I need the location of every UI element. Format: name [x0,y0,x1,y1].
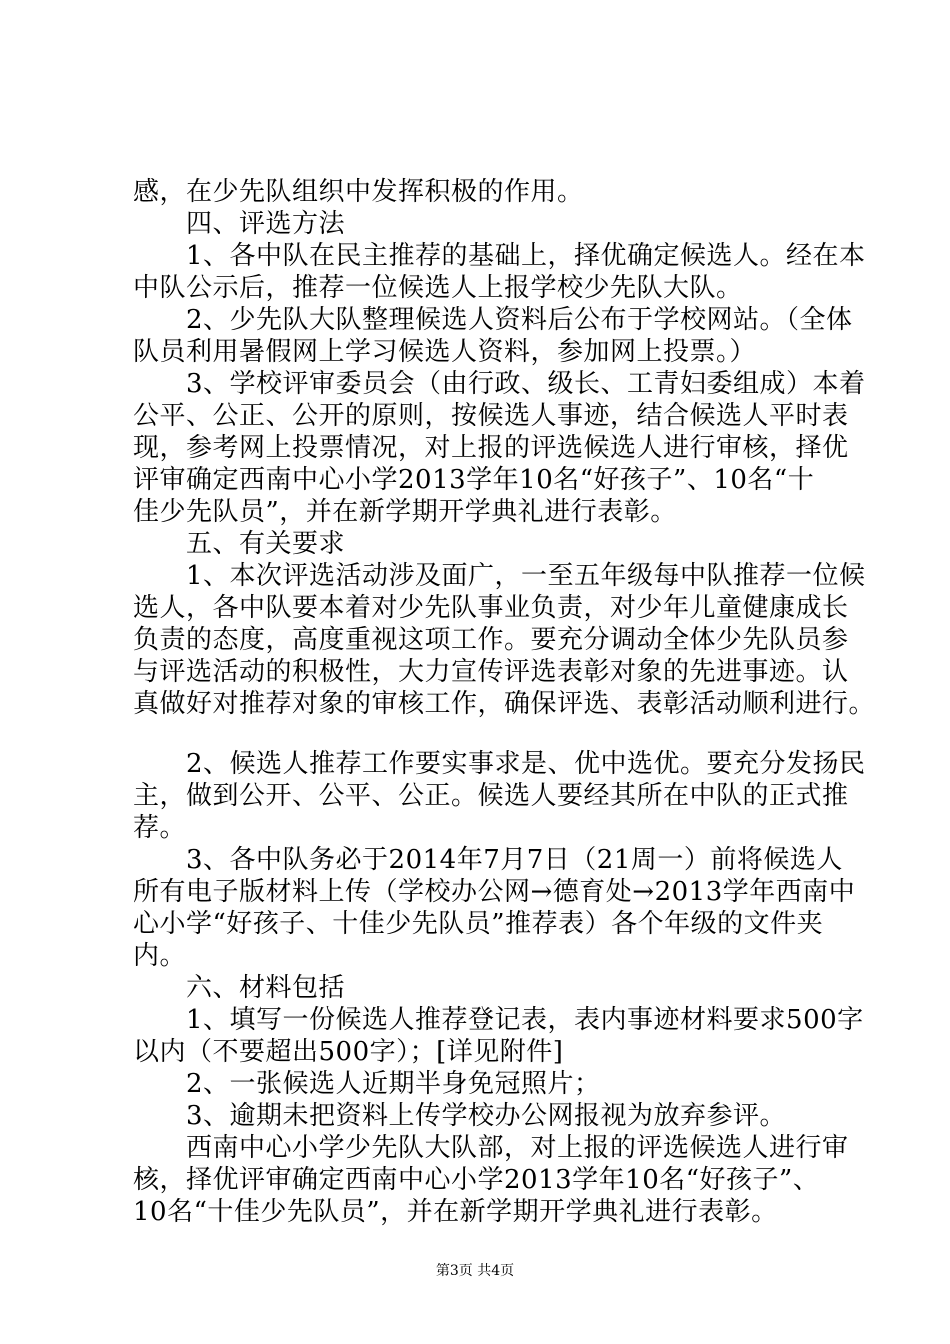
text-line: 内。 [133,941,187,971]
text-line: 主，做到公开、公平、公正。候选人要经其所在中队的正式推 [133,781,849,811]
text-line: 3、各中队务必于2014年7月7日（21周一）前将候选人 [133,845,843,875]
text-line: 与评选活动的积极性，大力宣传评选表彰对象的先进事迹。认 [133,657,849,687]
text-line: 评审确定西南中心小学2013学年10名“好孩子”、10名“十 [133,465,815,495]
section-heading: 四、评选方法 [133,209,346,239]
text-line: 队员利用暑假网上学习候选人资料，参加网上投票。） [133,337,757,367]
text-line: 西南中心小学少先队大队部，对上报的评选候选人进行审 [133,1133,849,1163]
text-line: 2、候选人推荐工作要实事求是、优中选优。要充分发扬民 [133,749,866,779]
section-heading: 五、有关要求 [133,529,346,559]
text-line: 中队公示后，推荐一位候选人上报学校少先队大队。 [133,273,743,303]
text-line: 负责的态度，高度重视这项工作。要充分调动全体少先队员参 [133,625,849,655]
section-heading: 六、材料包括 [133,973,346,1003]
text-line: 佳少先队员”，并在新学期开学典礼进行表彰。 [133,497,677,527]
text-line: 公平、公正、公开的原则，按候选人事迹，结合候选人平时表 [133,401,849,431]
text-line: 荐。 [133,813,187,843]
page-footer: 第3页 共4页 [435,1263,515,1279]
text-line: 1、各中队在民主推荐的基础上，择优确定候选人。经在本 [133,241,866,271]
text-line: 以内（不要超出500字）；[详见附件] [133,1037,564,1067]
text-line: 2、一张候选人近期半身免冠照片； [133,1069,601,1099]
text-line: 选人，各中队要本着对少先队事业负责，对少年儿童健康成长 [133,593,849,623]
text-line: 现，参考网上投票情况，对上报的评选候选人进行审核，择优 [133,433,849,463]
text-line: 所有电子版材料上传（学校办公网→德育处→2013学年西南中 [133,877,856,907]
text-line: 真做好对推荐对象的审核工作，确保评选、表彰活动顺利进行。 [133,689,876,719]
text-line: 3、学校评审委员会（由行政、级长、工青妇委组成）本着 [133,369,866,399]
text-line: 心小学“好孩子、十佳少先队员”推荐表）各个年级的文件夹 [133,909,824,939]
text-line: 1、填写一份候选人推荐登记表，表内事迹材料要求500字 [133,1005,864,1035]
text-line: 2、少先队大队整理候选人资料后公布于学校网站。（全体 [133,305,853,335]
text-line: 10名“十佳少先队员”，并在新学期开学典礼进行表彰。 [133,1197,778,1227]
text-line: 3、逾期未把资料上传学校办公网报视为放弃参评。 [133,1101,787,1131]
text-line: 1、本次评选活动涉及面广，一至五年级每中队推荐一位候 [133,561,866,591]
text-line: 核，择优评审确定西南中心小学2013学年10名“好孩子”、 [133,1165,820,1195]
text-line: 感，在少先队组织中发挥积极的作用。 [133,177,584,207]
